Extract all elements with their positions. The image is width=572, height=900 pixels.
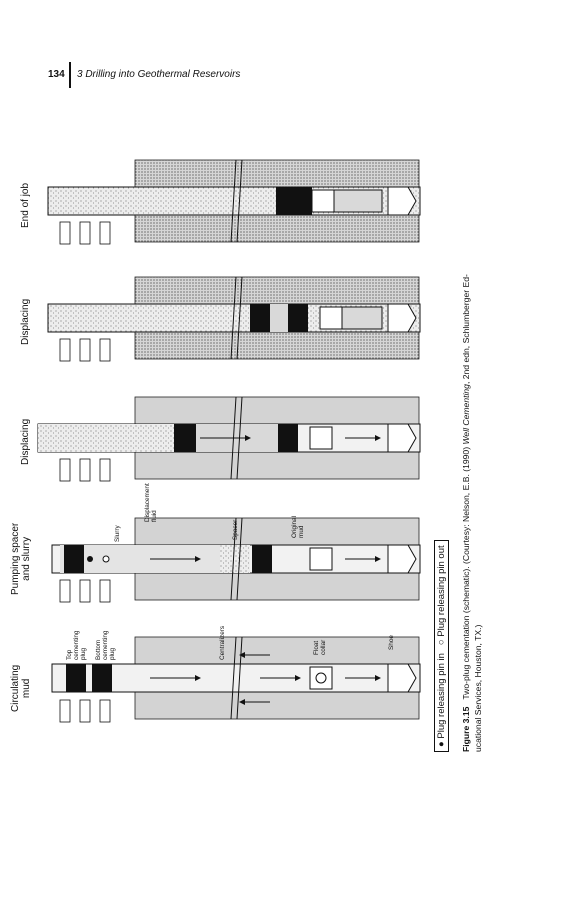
stage-displacing-1: [38, 397, 420, 481]
stage-title-displacing-1: Displacing: [20, 418, 31, 465]
caption-text-before: Two-plug cementation (schematic). (Courtesy: Nelson, E.B. (1990): [461, 444, 471, 700]
stage-end-of-job: [48, 160, 420, 244]
caption-book-title: Well Cementing: [461, 384, 471, 445]
pin-out-marker: ○: [436, 639, 447, 646]
label-slurry: Slurry: [114, 525, 121, 542]
label-bottom-plug: Bottom cementing plug: [95, 630, 116, 660]
pin-in-marker: ●: [436, 741, 447, 747]
label-displacement-fluid: Displacement fluid: [144, 483, 158, 522]
stage-title-pumping: Pumping spacer and slurry: [10, 522, 32, 595]
figure-caption: [460, 274, 484, 752]
label-float-collar: Float collar: [313, 639, 327, 655]
label-top-plug: Top cementing plug: [66, 630, 87, 660]
label-shoe: Shoe: [388, 635, 395, 650]
page-number: 134: [48, 69, 65, 80]
label-centralizers: Centralizers: [219, 625, 226, 660]
caption-line-2: ucational Services, Houston, TX.): [473, 624, 483, 752]
stage-displacing-2: [48, 277, 420, 361]
label-original-mud: Original mud: [291, 515, 305, 538]
figure-label: Figure 3.15: [461, 706, 471, 752]
stage-title-end-of-job: End of job: [20, 182, 31, 228]
stage-title-displacing-2: Displacing: [20, 298, 31, 345]
pin-in-label: Plug releasing pin in: [436, 653, 447, 739]
figure-legend: [434, 540, 449, 752]
stage-title-circulating: Circulating mud: [10, 664, 32, 712]
pin-out-label: Plug releasing pin out: [436, 545, 447, 637]
label-spacer: Spacer: [232, 519, 239, 540]
caption-text-after: , 2nd edn, Schlumberger Ed-: [461, 274, 471, 385]
chapter-title: 3 Drilling into Geothermal Reservoirs: [77, 69, 241, 80]
